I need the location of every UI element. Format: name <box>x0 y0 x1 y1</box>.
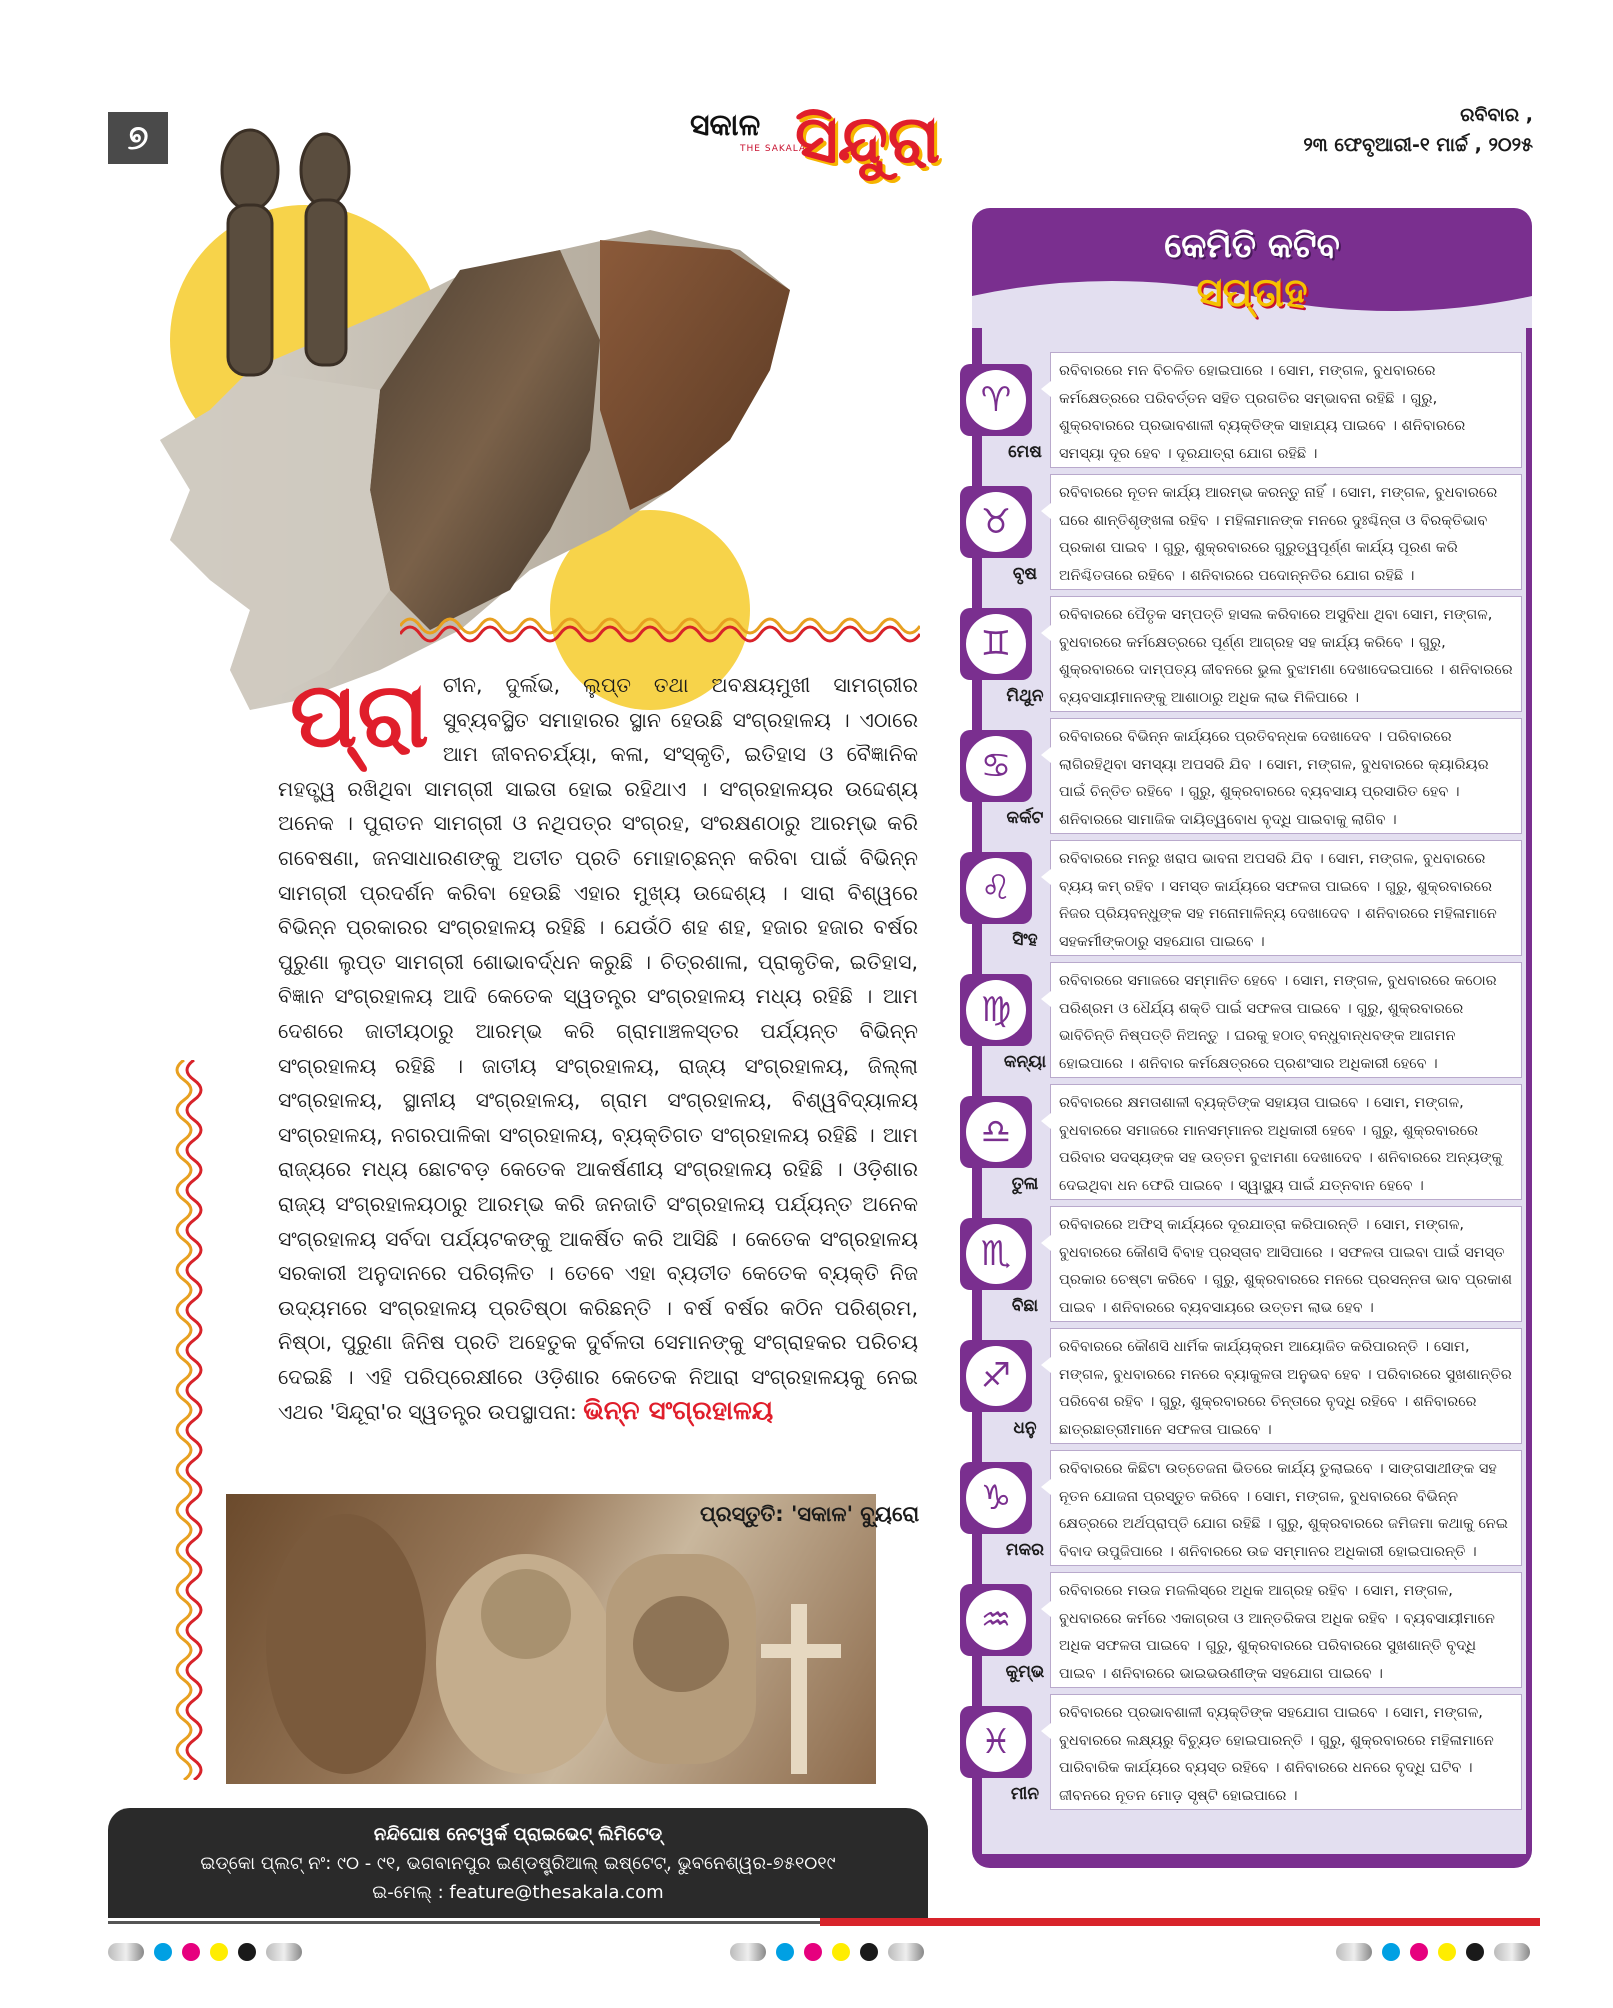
sign-name: କୁମ୍ଭ <box>1005 1662 1045 1682</box>
yellow-dot <box>832 1943 850 1961</box>
sign-gemini <box>960 594 1540 716</box>
sign-pisces <box>960 1692 1540 1814</box>
cyan-dot <box>1382 1943 1400 1961</box>
horoscope-title: କେମିତି କଟିବ <box>1164 226 1340 266</box>
sign-sagittarius <box>960 1326 1540 1448</box>
sign-taurus <box>960 472 1540 594</box>
sign-libra <box>960 1082 1540 1204</box>
magenta-dot <box>804 1943 822 1961</box>
decorative-squiggle-left <box>170 1060 210 1780</box>
leo-icon: ♌ <box>960 852 1032 924</box>
publisher-name: ନନ୍ଦିଘୋଷ ନେଟୱର୍କ ପ୍ରାଇଭେଟ୍ ଲିମିଟେଡ୍ <box>373 1824 663 1845</box>
virgo-icon: ♍ <box>960 974 1032 1046</box>
sign-name: ତୁଳା <box>1011 1174 1039 1194</box>
decorative-squiggle-top <box>400 606 920 646</box>
page-number: ୭ <box>108 112 168 164</box>
libra-icon: ♎ <box>960 1096 1032 1168</box>
sign-prediction: ରବିବାରରେ ସମାଜରେ ସମ୍ମାନିତ ହେବେ । ସୋମ, ମଙ୍ଗଳ, ବୁଧବାରରେ କଠୋର ପରିଶ୍ରମ ଓ ଧୈର୍ଯ୍ୟ ଶକ୍ତି ପାଇଁ ସଫଳତା ପାଇବେ । ଗୁରୁ, ଶୁକ୍ରବାରରେ ଭାବିଚିନ୍ତି ନିଷ୍ପତ୍ତି ନିଅନ୍ତୁ । ଘରକୁ ହଠାତ୍ ବନ୍ଧୁବାନ୍ଧବଙ୍କ ଆଗମନ ହୋଇପାରେ । ଶନିବାର କର୍ମକ୍ଷେତ୍ରରେ ପ୍ରଶଂସାର ଅଧିକାରୀ ହେବେ । <box>1050 962 1522 1078</box>
horoscope-border-bottom <box>972 1854 1532 1868</box>
capricorn-icon: ♑ <box>960 1462 1032 1534</box>
sign-prediction: ରବିବାରରେ ପୈତୃକ ସମ୍ପତ୍ତି ହାସଲ କରିବାରେ ଅସୁବିଧା ଥିବା ସୋମ, ମଙ୍ଗଳ, ବୁଧବାରରେ କର୍ମକ୍ଷେତ୍ରରେ ପୂର୍ଣ୍ଣ ଆଗ୍ରହ ସହ କାର୍ଯ୍ୟ କରିବେ । ଗୁରୁ, ଶୁକ୍ରବାରରେ ଦାମ୍ପତ୍ୟ ଜୀବନରେ ଭୁଲ ବୁଝାମଣା ଦେଖାଦେଇପାରେ । ଶନିବାରରେ ବ୍ୟବସାୟୀମାନଙ୍କୁ ଆଶାଠାରୁ ଅଧିକ ଲାଭ ମିଳିପାରେ । <box>1050 596 1522 712</box>
horoscope-subtitle: ସପ୍ତାହ <box>1196 270 1308 316</box>
wooden-carvings-photo <box>226 1494 876 1784</box>
registration-pill <box>1494 1943 1530 1961</box>
black-dot <box>1466 1943 1484 1961</box>
date-label: ୨୩ ଫେବୃଆରୀ-୧ ମାର୍ଚ୍ଚ , ୨୦୨୫ <box>1303 134 1533 156</box>
cyan-dot <box>776 1943 794 1961</box>
registration-pill <box>730 1943 766 1961</box>
sign-name: ମେଷ <box>1008 442 1042 462</box>
sign-prediction: ରବିବାରରେ କ୍ଷମତାଶାଳୀ ବ୍ୟକ୍ତିଙ୍କ ସହାୟତା ପାଇବେ । ସୋମ, ମଙ୍ଗଳ, ବୁଧବାରରେ ସମାଜରେ ମାନସମ୍ମାନର ଅଧିକାରୀ ହେବେ । ଗୁରୁ, ଶୁକ୍ରବାରରେ ପରିବାର ସଦସ୍ୟଙ୍କ ସହ ଉତ୍ତମ ବୁଝାମଣା ଦେଖାଦେବ । ଶନିବାରରେ ଅନ୍ୟଙ୍କୁ ଦେଇଥିବା ଧନ ଫେରି ପାଇବେ । ସ୍ୱାସ୍ଥ୍ୟ ପାଇଁ ଯତ୍ନବାନ ହେବେ । <box>1050 1084 1522 1200</box>
sign-name: ମୀନ <box>1010 1784 1040 1804</box>
magenta-dot <box>182 1943 200 1961</box>
registration-pill <box>266 1943 302 1961</box>
registration-pill <box>1336 1943 1372 1961</box>
pisces-icon: ♓ <box>960 1706 1032 1778</box>
black-dot <box>860 1943 878 1961</box>
cancer-icon: ♋ <box>960 730 1032 802</box>
sign-prediction: ରବିବାରରେ କିଛିଟା ଉତ୍ତେଜନା ଭିତରେ କାର୍ଯ୍ୟ ତୁଲାଇବେ । ସାଙ୍ଗସାଥୀଙ୍କ ସହ ନୂତନ ଯୋଜନା ପ୍ରସ୍ତୁତ କରିବେ । ସୋମ, ମଙ୍ଗଳ, ବୁଧବାରରେ ବିଭିନ୍ନ କ୍ଷେତ୍ରରେ ଅର୍ଥପ୍ରାପ୍ତି ଯୋଗ ରହିଛି । ଗୁରୁ, ଶୁକ୍ରବାରରେ ଜମିଜମା କଥାକୁ ନେଇ ବିବାଦ ଉପୁଜିପାରେ । ଶନିବାରରେ ଉଚ୍ଚ ସମ୍ମାନର ଅଧିକାରୀ ହୋଇପାରନ୍ତି । <box>1050 1450 1522 1566</box>
sign-name: କନ୍ୟା <box>1003 1052 1047 1072</box>
publisher-email[interactable]: ଇ-ମେଲ୍ : feature@thesakala.com <box>372 1882 664 1903</box>
article-highlight: ଭିନ୍ନ ସଂଗ୍ରହାଳୟ <box>583 1396 774 1427</box>
article-credit: ପ୍ରସ୍ତୁତି: 'ସକାଳ' ବ୍ୟୁରୋ <box>700 1502 920 1526</box>
sign-prediction: ରବିବାରରେ ପ୍ରଭାବଶାଳୀ ବ୍ୟକ୍ତିଙ୍କ ସହଯୋଗ ପାଇବେ । ସୋମ, ମଙ୍ଗଳ, ବୁଧବାରରେ ଲକ୍ଷ୍ୟରୁ ବିଚ୍ୟୁତ ହୋଇପାରନ୍ତି । ଗୁରୁ, ଶୁକ୍ରବାରରେ ମହିଳାମାନେ ପାରିବାରିକ କାର୍ଯ୍ୟରେ ବ୍ୟସ୍ତ ରହିବେ । ଶନିବାରରେ ଧନରେ ବୃଦ୍ଧି ଘଟିବ । ଜୀବନରେ ନୂତନ ମୋଡ଼ ସୃଷ୍ଟି ହୋଇପାରେ । <box>1050 1694 1522 1810</box>
registration-marks-center <box>730 1942 924 1962</box>
gemini-icon: ♊ <box>960 608 1032 680</box>
aries-icon: ♈ <box>960 364 1032 436</box>
sign-prediction: ରବିବାରରେ ଅଫିସ୍ କାର୍ଯ୍ୟରେ ଦୂରଯାତ୍ରା କରିପାରନ୍ତି । ସୋମ, ମଙ୍ଗଳ, ବୁଧବାରରେ କୌଣସି ବିବାହ ପ୍ରସ୍ତାବ ଆସିପାରେ । ସଫଳତା ପାଇବା ପାଇଁ ସମସ୍ତ ପ୍ରକାର ଚେଷ୍ଟା କରିବେ । ଗୁରୁ, ଶୁକ୍ରବାରରେ ମନରେ ପ୍ରସନ୍ନତା ଭାବ ପ୍ରକାଶ ପାଇବ । ଶନିବାରରେ ବ୍ୟବସାୟରେ ଉତ୍ତମ ଲାଭ ହେବ । <box>1050 1206 1522 1322</box>
aquarius-icon: ♒ <box>960 1584 1032 1656</box>
cyan-dot <box>154 1943 172 1961</box>
registration-pill <box>108 1943 144 1961</box>
day-label: ରବିବାର , <box>1460 104 1533 126</box>
sign-name: କର୍କଟ <box>1006 808 1044 828</box>
footer-rule-red <box>820 1918 1540 1926</box>
registration-pill <box>888 1943 924 1961</box>
sign-prediction: ରବିବାରରେ ନୂତନ କାର୍ଯ୍ୟ ଆରମ୍ଭ କରନ୍ତୁ ନାହିଁ । ସୋମ, ମଙ୍ଗଳ, ବୁଧବାରରେ ଘରେ ଶାନ୍ତିଶୃଙ୍ଖଳା ରହିବ । ମହିଳାମାନଙ୍କ ମନରେ ଦୁଃଶ୍ଚିନ୍ତା ଓ ବିରକ୍ତିଭାବ ପ୍ରକାଶ ପାଇବ । ଗୁରୁ, ଶୁକ୍ରବାରରେ ଗୁରୁତ୍ୱପୂର୍ଣ୍ଣ କାର୍ଯ୍ୟ ପୂରଣ କରି ଅନିଶ୍ଚିତତାରେ ରହିବେ । ଶନିବାରରେ ପଦୋନ୍ନତିର ଯୋଗ ରହିଛି । <box>1050 474 1522 590</box>
brand-small: ସକାଳ <box>690 108 761 143</box>
sign-prediction: ରବିବାରରେ ମନରୁ ଖରାପ ଭାବନା ଅପସରି ଯିବ । ସୋମ, ମଙ୍ଗଳ, ବୁଧବାରରେ ବ୍ୟୟ କମ୍ ରହିବ । ସମସ୍ତ କାର୍ଯ୍ୟରେ ସଫଳତା ପାଇବେ । ଗୁରୁ, ଶୁକ୍ରବାରରେ ନିଜର ପ୍ରିୟବନ୍ଧୁଙ୍କ ସହ ମନୋମାଳିନ୍ୟ ଦେଖାଦେବ । ଶନିବାରରେ ମହିଳାମାନେ ସହକର୍ମୀଙ୍କଠାରୁ ସହଯୋଗ ପାଇବେ । <box>1050 840 1522 956</box>
sign-name: ଧନୁ <box>1013 1418 1037 1438</box>
sagittarius-icon: ♐ <box>960 1340 1032 1412</box>
date-block <box>1303 100 1533 160</box>
magenta-dot <box>1410 1943 1428 1961</box>
registration-marks-right <box>1336 1942 1530 1962</box>
publisher-address: ଇଡ୍‌କୋ ପ୍ଲଟ୍ ନଂ: ୯୦ - ୯୧, ଭଗବାନପୁର ଇଣ୍ଡଷ୍ଟ୍ରିଆଲ୍ ଇଷ୍ଟେଟ୍, ଭୁବନେଶ୍ୱର-୭୫୧୦୧୯ <box>200 1853 836 1874</box>
sign-scorpio <box>960 1204 1540 1326</box>
sign-name: ବିଛା <box>1011 1296 1039 1316</box>
sign-prediction: ରବିବାରରେ ମଉଜ ମଜଲିସ୍‌ରେ ଅଧିକ ଆଗ୍ରହ ରହିବ । ସୋମ, ମଙ୍ଗଳ, ବୁଧବାରରେ କର୍ମରେ ଏକାଗ୍ରତା ଓ ଆନ୍ତରିକତା ଅଧିକ ରହିବ । ବ୍ୟବସାୟୀମାନେ ଅଧିକ ସଫଳତା ପାଇବେ । ଗୁରୁ, ଶୁକ୍ରବାରରେ ପରିବାରରେ ସୁଖଶାନ୍ତି ବୃଦ୍ଧି ପାଇବ । ଶନିବାରରେ ଭାଇଭଉଣୀଙ୍କ ସହଯୋଗ ପାଇବେ । <box>1050 1572 1522 1688</box>
article-body <box>278 663 918 1430</box>
black-dot <box>238 1943 256 1961</box>
sign-aries <box>960 350 1540 472</box>
sign-name: ବୃଷ <box>1012 564 1038 584</box>
yellow-dot <box>210 1943 228 1961</box>
yellow-dot <box>1438 1943 1456 1961</box>
taurus-icon: ♉ <box>960 486 1032 558</box>
sign-leo <box>960 838 1540 960</box>
brand-sub: THE SAKALA <box>740 144 807 154</box>
sign-aquarius <box>960 1570 1540 1692</box>
sign-name: ମକର <box>1005 1540 1045 1560</box>
sign-cancer <box>960 716 1540 838</box>
carvings-illustration <box>226 1494 876 1784</box>
registration-marks-left <box>108 1942 302 1962</box>
dropcap: ପ୍ରା <box>290 663 429 768</box>
sign-name: ମିଥୁନ <box>1006 686 1044 706</box>
sign-name: ସିଂହ <box>1012 930 1038 950</box>
scorpio-icon: ♏ <box>960 1218 1032 1290</box>
brand-big: ସିନ୍ଦୁରା <box>795 100 941 178</box>
article-paragraph: ଚୀନ, ଦୁର୍ଲଭ, ଲୁପ୍ତ ତଥା ଅବକ୍ଷୟମୁଖୀ ସାମଗ୍ରୀର ସୁବ୍ୟବସ୍ଥିତ ସମାହାରର ସ୍ଥାନ ହେଉଛି ସଂଗ୍ରହାଳୟ । ଏଠାରେ ଆମ ଜୀବନଚର୍ଯ୍ୟା, କଳା, ସଂସ୍କୃତି, ଇତିହାସ ଓ ବୈଜ୍ଞାନିକ ମହତ୍ତ୍ୱ ରଖିଥିବା ସାମଗ୍ରୀ ସାଇତା ହୋଇ ରହିଥାଏ । ସଂଗ୍ରହାଳୟର ଉଦ୍ଦେଶ୍ୟ ଅନେକ । ପୁରାତନ ସାମଗ୍ରୀ ଓ ନଥିପତ୍ର ସଂଗ୍ରହ, ସଂରକ୍ଷଣଠାରୁ ଆରମ୍ଭ କରି ଗବେଷଣା, ଜନସାଧାରଣଙ୍କୁ ଅତୀତ ପ୍ରତି ମୋହାଚ୍ଛନ୍ନ କରିବା ପାଇଁ ବିଭିନ୍ନ ସାମଗ୍ରୀ ପ୍ରଦର୍ଶନ କରିବା ହେଉଛି ଏହାର ମୁଖ୍ୟ ଉଦ୍ଦେଶ୍ୟ । ସାରା ବିଶ୍ୱରେ ବିଭିନ୍ନ ପ୍ରକାରର ସଂଗ୍ରହାଳୟ ରହିଛି । ଯେଉଁଠି ଶହ ଶହ, ହଜାର ହଜାର ବର୍ଷର ପୁରୁଣା ଲୁପ୍ତ ସାମଗ୍ରୀ ଶୋଭାବର୍ଦ୍ଧନ କରୁଛି । ଚିତ୍ରଶାଳା, ପ୍ରାକୃତିକ, ଇତିହାସ, ବିଜ୍ଞାନ ସଂଗ୍ରହାଳୟ ଆଦି କେତେକ ସ୍ୱତନ୍ତ୍ର ସଂଗ୍ରହାଳୟ ମଧ୍ୟ ରହିଛି । ଆମ ଦେଶରେ ଜାତୀୟଠାରୁ ଆରମ୍ଭ କରି ଗ୍ରାମାଞ୍ଚଳସ୍ତର ପର୍ଯ୍ୟନ୍ତ ବିଭିନ୍ନ ସଂଗ୍ରହାଳୟ ରହିଛି । ଜାତୀୟ ସଂଗ୍ରହାଳୟ, ରାଜ୍ୟ ସଂଗ୍ରହାଳୟ, ଜିଲ୍ଲା ସଂଗ୍ରହାଳୟ, ସ୍ଥାନୀୟ ସଂଗ୍ରହାଳୟ, ଗ୍ରାମ ସଂଗ୍ରହାଳୟ, ବିଶ୍ୱବିଦ୍ୟାଳୟ ସଂଗ୍ରହାଳୟ, ନଗରପାଳିକା ସଂଗ୍ରହାଳୟ, ବ୍ୟକ୍ତିଗତ ସଂଗ୍ରହାଳୟ ରହିଛି । ଆମ ରାଜ୍ୟରେ ମଧ୍ୟ ଛୋଟବଡ଼ କେତେକ ଆକର୍ଷଣୀୟ ସଂଗ୍ରହାଳୟ ରହିଛି । ଓଡ଼ିଶାର ରାଜ୍ୟ ସଂଗ୍ରହାଳୟଠାରୁ ଆରମ୍ଭ କରି ଜନଜାତି ସଂଗ୍ରହାଳୟ ପର୍ଯ୍ୟନ୍ତ ଅନେକ ସଂଗ୍ରହାଳୟ ସର୍ବଦା ପର୍ଯ୍ୟଟକଙ୍କୁ ଆକର୍ଷିତ କରି ଆସିଛି । କେତେକ ସଂଗ୍ରହାଳୟ ସରକାରୀ ଅନୁଦାନରେ ପରିଚାଳିତ । ତେବେ ଏହା ବ୍ୟତୀତ କେତେକ ବ୍ୟକ୍ତି ନିଜ ଉଦ୍ୟମରେ ସଂଗ୍ରହାଳୟ ପ୍ରତିଷ୍ଠା କରିଛନ୍ତି । ବର୍ଷ ବର୍ଷର କଠିନ ପରିଶ୍ରମ, ନିଷ୍ଠା, ପୁରୁଣା ଜିନିଷ ପ୍ରତି ଅହେତୁକ ଦୁର୍ବଳତା ସେମାନଙ୍କୁ ସଂଗ୍ରାହକର ପରିଚୟ ଦେଇଛି । ଏହି ପରିପ୍ରେକ୍ଷୀରେ ଓଡ଼ିଶାର କେତେକ ନିଆରା ସଂଗ୍ରହାଳୟକୁ ନେଇ ଏଥର 'ସିନ୍ଦୂରା'ର ସ୍ୱତନ୍ତ୍ର ଉପସ୍ଥାପନା: <box>278 673 918 1425</box>
sign-virgo <box>960 960 1540 1082</box>
sign-prediction: ରବିବାରରେ କୌଣସି ଧାର୍ମିକ କାର୍ଯ୍ୟକ୍ରମ ଆୟୋଜିତ କରିପାରନ୍ତି । ସୋମ, ମଙ୍ଗଳ, ବୁଧବାରରେ ମନରେ ବ୍ୟାକୁଳତା ଅନୁଭବ ହେବ । ପରିବାରରେ ସୁଖଶାନ୍ତିର ପରିବେଶ ରହିବ । ଗୁରୁ, ଶୁକ୍ରବାରରେ ଚିନ୍ତାରେ ବୃଦ୍ଧି ରହିବେ । ଶନିବାରରେ ଛାତ୍ରଛାତ୍ରୀମାନେ ସଫଳତା ପାଇବେ । <box>1050 1328 1522 1444</box>
publisher-footer <box>108 1808 928 1918</box>
sign-prediction: ରବିବାରରେ ବିଭିନ୍ନ କାର୍ଯ୍ୟରେ ପ୍ରତିବନ୍ଧକ ଦେଖାଦେବ । ପରିବାରରେ ଲାଗିରହିଥିବା ସମସ୍ୟା ଅପସରି ଯିବ । ସୋମ, ମଙ୍ଗଳ, ବୁଧବାରରେ କ୍ୟାରିୟର ପାଇଁ ଚିନ୍ତିତ ରହିବେ । ଗୁରୁ, ଶୁକ୍ରବାରରେ ବ୍ୟବସାୟ ପ୍ରସାରିତ ହେବ । ଶନିବାରରେ ସାମାଜିକ ଦାୟିତ୍ୱବୋଧ ବୃଦ୍ଧି ପାଇବାକୁ ଲାଗିବ । <box>1050 718 1522 834</box>
sign-prediction: ରବିବାରରେ ମନ ବିଚଳିତ ହୋଇପାରେ । ସୋମ, ମଙ୍ଗଳ, ବୁଧବାରରେ କର୍ମକ୍ଷେତ୍ରରେ ପରିବର୍ତ୍ତନ ସହିତ ପ୍ରଗତିର ସମ୍ଭାବନା ରହିଛି । ଗୁରୁ, ଶୁକ୍ରବାରରେ ପ୍ରଭାବଶାଳୀ ବ୍ୟକ୍ତିଙ୍କ ସାହାଯ୍ୟ ପାଇବେ । ଶନିବାରରେ ସମସ୍ୟା ଦୂର ହେବ । ଦୂରଯାତ୍ରା ଯୋଗ ରହିଛି । <box>1050 352 1522 468</box>
sign-capricorn <box>960 1448 1540 1570</box>
footer-rule-grey <box>108 1921 820 1924</box>
